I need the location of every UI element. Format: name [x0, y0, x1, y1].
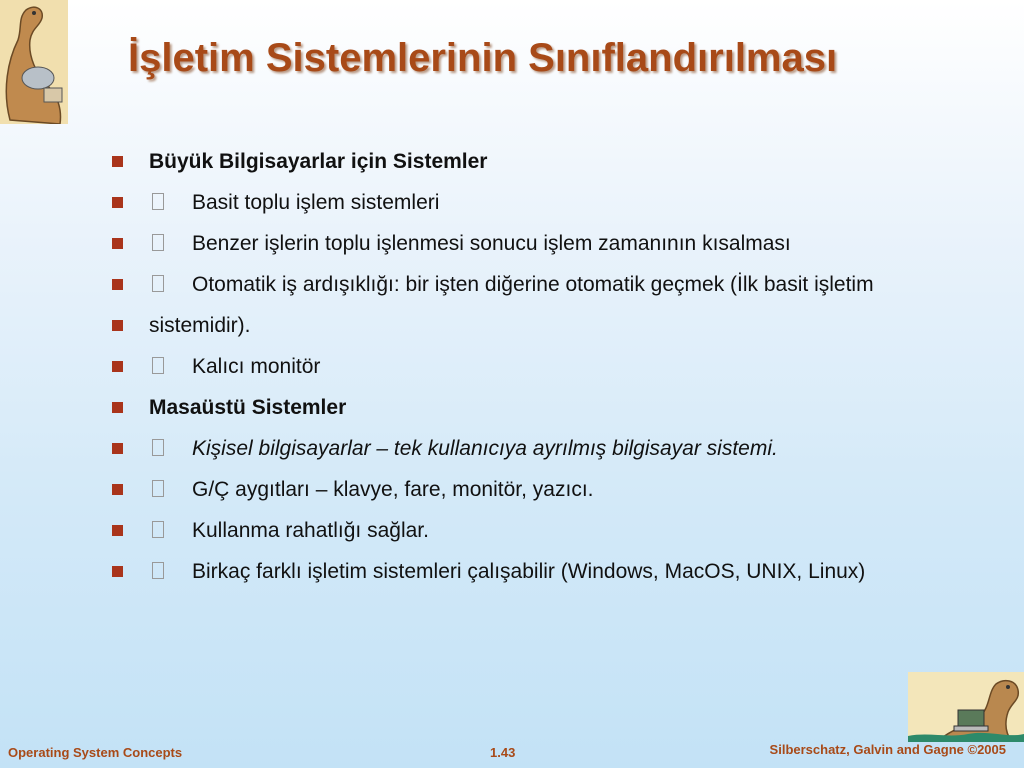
list-item — [110, 392, 910, 423]
list-item — [110, 187, 910, 218]
list-item-text: Basit toplu işlem sistemleri — [192, 191, 440, 214]
list-item-text: Kullanma rahatlığı sağlar. — [192, 519, 429, 542]
square-bullet-icon — [112, 279, 123, 290]
missing-glyph-box-icon — [152, 193, 164, 210]
list-item — [110, 474, 910, 505]
missing-glyph-box-icon — [152, 439, 164, 456]
list-item-text: Kişisel bilgisayarlar – tek kullanıcıya ayrılmış bilgisayar sistemi. — [192, 437, 778, 460]
missing-glyph-box-icon — [152, 234, 164, 251]
list-item-text: Kalıcı monitör — [192, 355, 321, 378]
missing-glyph-box-icon — [152, 480, 164, 497]
square-bullet-icon — [112, 443, 123, 454]
list-item — [110, 269, 910, 300]
missing-glyph-box-icon — [152, 275, 164, 292]
list-item-text: Otomatik iş ardışıklığı: bir işten diğerine otomatik geçmek (İlk basit işletim — [192, 273, 874, 296]
list-item — [110, 146, 910, 177]
list-item-text: G/Ç aygıtları – klavye, fare, monitör, yazıcı. — [192, 478, 594, 501]
square-bullet-icon — [112, 156, 123, 167]
list-item — [110, 228, 910, 259]
missing-glyph-box-icon — [152, 562, 164, 579]
dinosaur-logo-bottom — [908, 672, 1024, 742]
page-title: İşletim Sistemlerinin Sınıflandırılması — [128, 36, 838, 80]
bullet-list — [110, 146, 910, 597]
square-bullet-icon — [112, 566, 123, 577]
list-item-text: Birkaç farklı işletim sistemleri çalışabilir (Windows, MacOS, UNIX, Linux) — [192, 560, 866, 583]
list-item — [110, 556, 910, 587]
dinosaur-logo-top — [0, 0, 68, 124]
list-item-text: sistemidir). — [149, 314, 251, 337]
list-item — [110, 515, 910, 546]
footer-copyright: Silberschatz, Galvin and Gagne ©2005 — [769, 742, 1006, 757]
missing-glyph-box-icon — [152, 521, 164, 538]
square-bullet-icon — [112, 197, 123, 208]
list-item-text: Benzer işlerin toplu işlenmesi sonucu işlem zamanının kısalması — [192, 232, 791, 255]
square-bullet-icon — [112, 361, 123, 372]
footer-course-title: Operating System Concepts — [8, 745, 183, 760]
square-bullet-icon — [112, 402, 123, 413]
missing-glyph-box-icon — [152, 357, 164, 374]
list-item — [110, 433, 910, 464]
square-bullet-icon — [112, 525, 123, 536]
square-bullet-icon — [112, 320, 123, 331]
footer — [0, 742, 1024, 768]
square-bullet-icon — [112, 238, 123, 249]
list-item — [110, 351, 910, 382]
list-item — [110, 310, 910, 341]
list-item-text: Masaüstü Sistemler — [149, 396, 347, 419]
footer-page-number: 1.43 — [490, 745, 516, 760]
list-item-text: Büyük Bilgisayarlar için Sistemler — [149, 150, 488, 173]
square-bullet-icon — [112, 484, 123, 495]
